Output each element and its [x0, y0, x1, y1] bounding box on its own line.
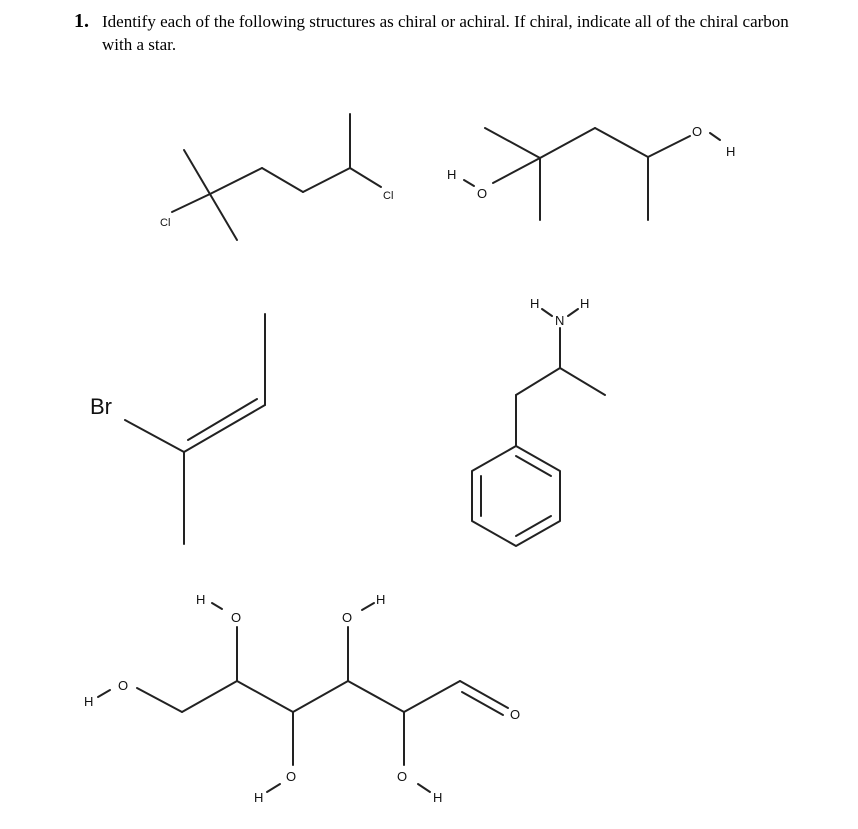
s5-oh2-h: H	[196, 592, 206, 607]
s2-bond	[710, 133, 720, 140]
s2-bond	[595, 128, 648, 157]
s5-oh1-h: H	[84, 694, 94, 709]
s4-benzene-ring	[472, 446, 560, 546]
s1-bond	[262, 168, 303, 192]
s4-bond	[542, 309, 552, 316]
s5-bond	[182, 681, 237, 712]
s1-bond	[172, 194, 210, 212]
s4-h-right: H	[580, 296, 590, 311]
s2-h-right: H	[726, 144, 736, 159]
s5-bond	[212, 603, 222, 609]
s2-bond	[464, 180, 474, 186]
s5-bond-double	[462, 692, 503, 715]
s5-bond	[348, 681, 404, 712]
s2-bond	[493, 158, 540, 183]
structure-3	[90, 314, 265, 544]
s2-h-left: H	[447, 167, 457, 182]
s5-oh1-o: O	[118, 678, 129, 693]
s1-bond	[210, 168, 262, 194]
s5-oh4-o: O	[286, 769, 297, 784]
s1-cl-left: Cl	[160, 217, 171, 229]
s5-bond	[237, 681, 293, 712]
s5-bond	[98, 690, 110, 697]
s5-oh5-o: O	[397, 769, 408, 784]
s5-bond	[404, 681, 460, 712]
structure-1	[160, 114, 393, 240]
s4-n: N	[555, 313, 565, 328]
s2-o-right: O	[692, 124, 703, 139]
s5-bond	[418, 784, 430, 792]
question-text: Identify each of the following structures as chiral or achiral. If chiral, indicate all of the chiral carbon with a star.	[102, 12, 789, 54]
s5-oh4-h: H	[254, 790, 264, 805]
s1-bond	[350, 168, 381, 187]
s5-bond	[267, 784, 280, 792]
s5-bond	[293, 681, 348, 712]
structure-5	[84, 592, 520, 805]
s4-bond	[568, 309, 578, 316]
s5-oh3-o: O	[342, 610, 353, 625]
s1-bond	[303, 168, 350, 192]
s4-ring-inner	[516, 456, 551, 476]
structure-2	[447, 124, 735, 220]
s3-bond	[125, 420, 184, 452]
s2-o-left: O	[477, 186, 488, 201]
s5-oh5-h: H	[433, 790, 443, 805]
structure-4	[472, 296, 605, 546]
s2-bond	[540, 128, 595, 158]
s3-bond	[184, 405, 265, 452]
s2-bond	[485, 128, 540, 158]
s5-oh3-h: H	[376, 592, 386, 607]
s3-br: Br	[90, 394, 112, 419]
s4-ring-inner	[516, 516, 551, 536]
s3-bond-double	[188, 399, 257, 440]
s5-oh2-o: O	[231, 610, 242, 625]
s5-bond	[362, 603, 374, 610]
question-number: 1.	[74, 10, 89, 32]
s1-cl-right: Cl	[383, 190, 394, 202]
s4-h-left: H	[530, 296, 540, 311]
s1-bond	[184, 150, 237, 240]
s5-carbonyl-o: O	[510, 707, 521, 722]
s4-bond	[560, 368, 605, 395]
s4-bond	[516, 368, 560, 395]
s5-bond	[137, 688, 182, 712]
s2-bond	[648, 136, 690, 157]
